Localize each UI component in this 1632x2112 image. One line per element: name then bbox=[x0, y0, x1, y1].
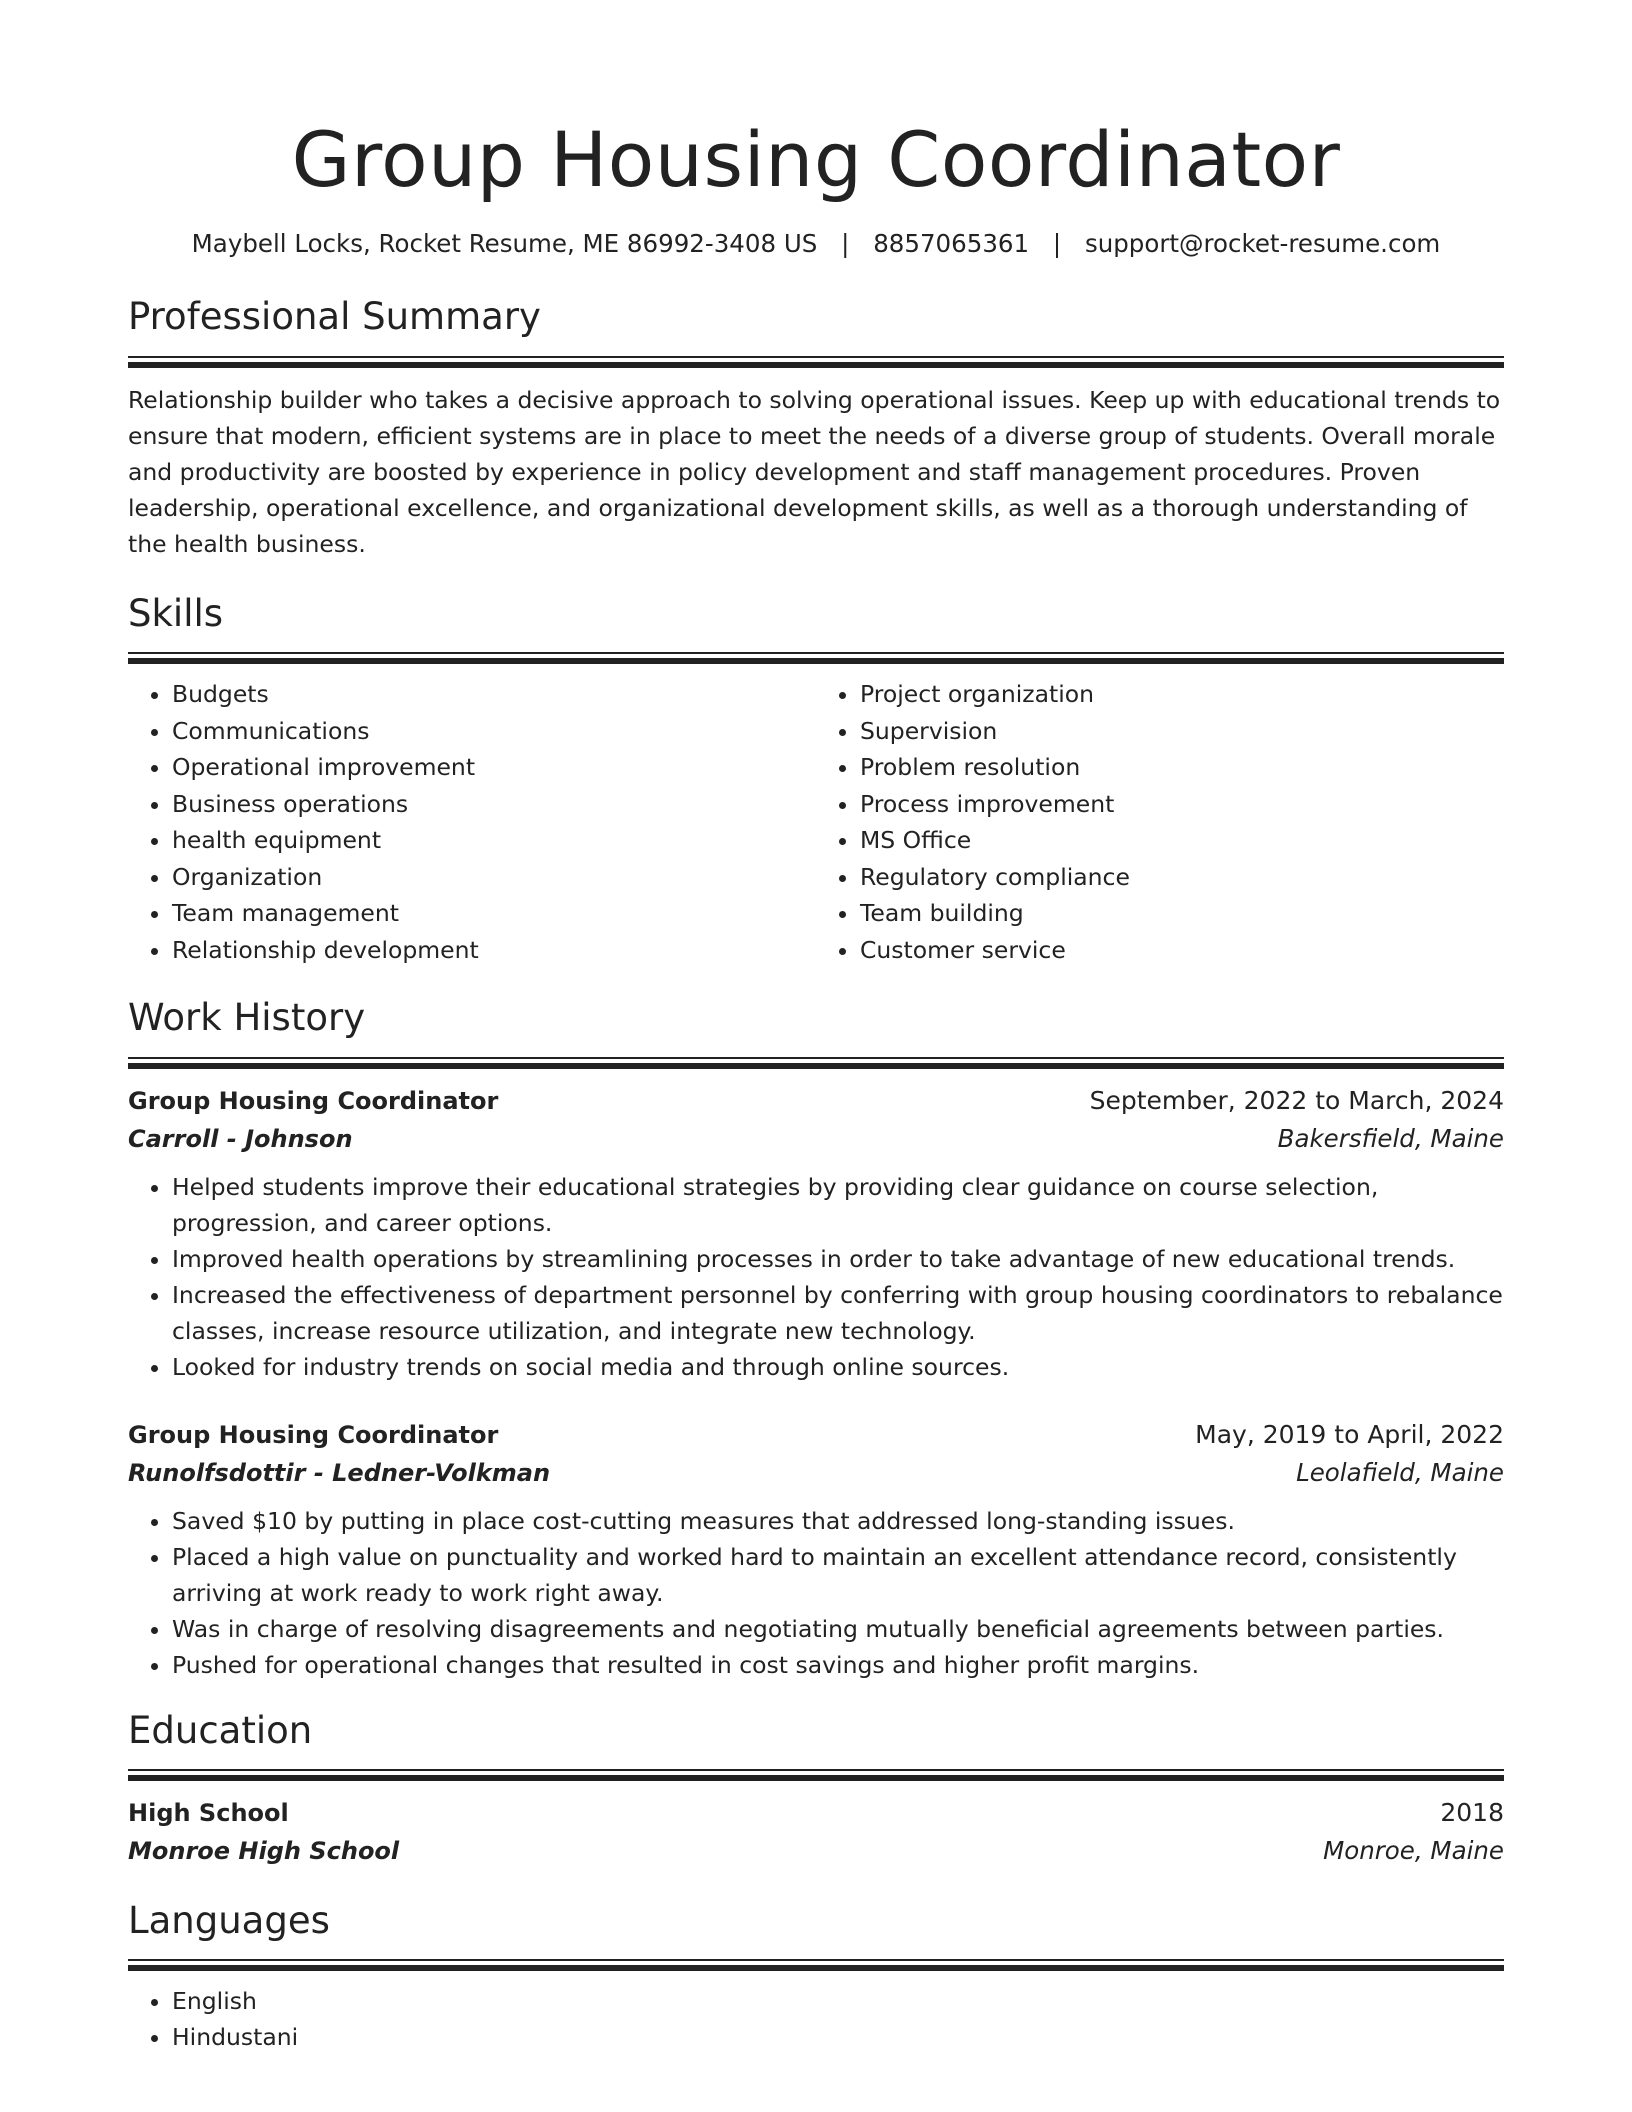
education-section bbox=[128, 1709, 1504, 1871]
job-bullet: • Was in charge of resolving disagreements and negotiating mutually beneficial agreements between parties. bbox=[172, 1611, 1504, 1647]
education-degree: High School bbox=[128, 1799, 289, 1827]
work-heading: Work History bbox=[128, 996, 366, 1040]
contact-email: support@rocket-resume.com bbox=[1084, 228, 1441, 258]
contact-address: Maybell Locks, Rocket Resume, ME 86992-3408 US bbox=[191, 228, 818, 258]
skill-item: • Business operations bbox=[172, 786, 816, 823]
resume-title: Group Housing Coordinator bbox=[291, 115, 1341, 204]
contact-separator: | bbox=[1052, 228, 1062, 258]
job-company: Carroll - Johnson bbox=[128, 1124, 353, 1153]
job-bullets bbox=[128, 1169, 1504, 1385]
skills-columns bbox=[128, 676, 1504, 968]
job-dates: September, 2022 to March, 2024 bbox=[1089, 1085, 1504, 1115]
job-header-row bbox=[128, 1083, 1504, 1119]
job-bullet: • Placed a high value on punctuality and worked hard to maintain an excellent attendance record, consistently arriving at work ready to work right away. bbox=[172, 1539, 1504, 1611]
contact-line bbox=[128, 228, 1504, 260]
job-bullet: • Saved $10 by putting in place cost-cutting measures that addressed long-standing issues. bbox=[172, 1503, 1504, 1539]
job-bullet: • Looked for industry trends on social media and through online sources. bbox=[172, 1349, 1504, 1385]
skill-item: • Project organization bbox=[860, 676, 1504, 713]
section-divider bbox=[128, 1057, 1504, 1069]
skill-item: • Operational improvement bbox=[172, 749, 816, 786]
skills-section bbox=[128, 592, 1504, 968]
skills-heading: Skills bbox=[128, 591, 224, 635]
education-heading: Education bbox=[128, 1708, 313, 1752]
languages-list bbox=[128, 1983, 1504, 2055]
summary-heading: Professional Summary bbox=[128, 295, 541, 339]
skill-item: • Organization bbox=[172, 859, 816, 896]
education-entry bbox=[128, 1795, 1504, 1871]
job-location: Leolafield, Maine bbox=[1296, 1457, 1504, 1487]
section-divider bbox=[128, 652, 1504, 664]
skill-item: • Team management bbox=[172, 895, 816, 932]
languages-heading: Languages bbox=[128, 1899, 330, 1942]
skill-item: • MS Office bbox=[860, 822, 1504, 859]
job-bullet: • Improved health operations by streamlining processes in order to take advantage of new educational trends. bbox=[172, 1241, 1504, 1277]
job-location: Bakersfield, Maine bbox=[1277, 1123, 1504, 1153]
job-bullet: • Increased the effectiveness of department personnel by conferring with group housing coordinators to rebalance classes, increase resource utilization, and integrate new technology. bbox=[172, 1277, 1504, 1349]
skill-item: • Problem resolution bbox=[860, 749, 1504, 786]
job-title: Group Housing Coordinator bbox=[128, 1086, 499, 1115]
summary-text: Relationship builder who takes a decisive approach to solving operational issues. Keep up with educational trends to ensure that modern, efficient systems are in place to meet the needs of a diverse group of students. Overall morale and productivity are boosted by experience in policy development and staff management procedures. Proven leadership, operational excellence, and organizational development skills, as well as a thorough understanding of the health business. bbox=[128, 385, 1501, 558]
job-bullets bbox=[128, 1503, 1504, 1683]
language-item: • English bbox=[172, 1983, 1504, 2019]
skill-item: • Process improvement bbox=[860, 786, 1504, 823]
skills-right-list bbox=[816, 676, 1504, 968]
section-divider bbox=[128, 356, 1504, 368]
job-bullet: • Pushed for operational changes that resulted in cost savings and higher profit margins. bbox=[172, 1647, 1504, 1683]
contact-separator: | bbox=[841, 228, 850, 258]
skill-item: • Supervision bbox=[860, 713, 1504, 750]
skills-left-list bbox=[128, 676, 816, 968]
section-divider bbox=[128, 1769, 1504, 1781]
education-header-row bbox=[128, 1795, 1504, 1831]
skill-item: • Regulatory compliance bbox=[860, 859, 1504, 896]
education-year: 2018 bbox=[1440, 1798, 1504, 1827]
job-company-row bbox=[128, 1453, 1504, 1493]
languages-section bbox=[128, 1899, 1504, 2055]
job-company: Runolfsdottir - Ledner-Volkman bbox=[128, 1458, 551, 1487]
skill-item: • Communications bbox=[172, 713, 816, 750]
section-divider bbox=[128, 1959, 1504, 1971]
job-title: Group Housing Coordinator bbox=[128, 1420, 499, 1449]
skill-item: • health equipment bbox=[172, 822, 816, 859]
skill-item: • Customer service bbox=[860, 932, 1504, 969]
skill-item: • Budgets bbox=[172, 676, 816, 713]
work-section bbox=[128, 996, 1504, 1682]
contact-phone: 8857065361 bbox=[873, 228, 1030, 258]
education-location: Monroe, Maine bbox=[1323, 1836, 1504, 1865]
summary-section bbox=[128, 295, 1504, 561]
job-header-row bbox=[128, 1417, 1504, 1453]
skill-item: • Team building bbox=[860, 895, 1504, 932]
job-company-row bbox=[128, 1119, 1504, 1159]
language-item: • Hindustani bbox=[172, 2019, 1504, 2055]
job-dates: May, 2019 to April, 2022 bbox=[1195, 1419, 1504, 1449]
education-school-row bbox=[128, 1831, 1504, 1871]
job-entry bbox=[128, 1083, 1504, 1385]
skill-item: • Relationship development bbox=[172, 932, 816, 969]
job-entry bbox=[128, 1417, 1504, 1683]
job-bullet: • Helped students improve their educational strategies by providing clear guidance on course selection, progression, and career options. bbox=[172, 1169, 1504, 1241]
education-school: Monroe High School bbox=[128, 1837, 400, 1865]
